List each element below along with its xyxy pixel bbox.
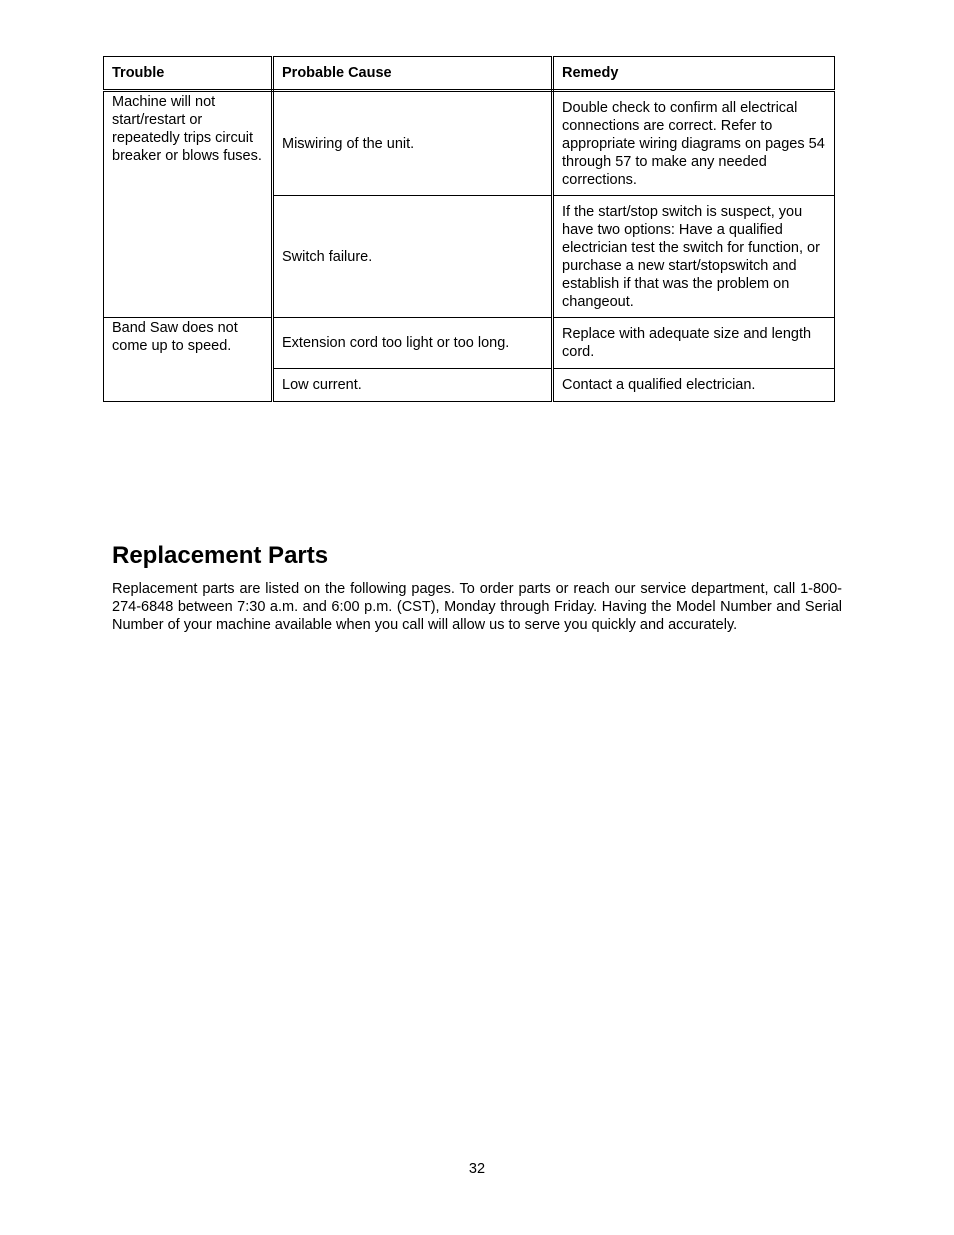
page-number: 32: [468, 1161, 486, 1177]
remedy-cell: If the start/stop switch is suspect, you have two options: Have a qualified electrician test the switch for function, or purchase a new start/stopswitch and establish if that was the problem on changeout.: [553, 196, 835, 318]
trouble-cell: Machine will not start/restart or repeatedly trips circuit breaker or blows fuses.: [104, 91, 273, 318]
header-trouble: Trouble: [104, 57, 273, 91]
header-probable-cause: Probable Cause: [273, 57, 553, 91]
header-remedy: Remedy: [553, 57, 835, 91]
remedy-cell: Replace with adequate size and length cord.: [553, 318, 835, 369]
section-body: Replacement parts are listed on the following pages. To order parts or reach our service department, call 1-800-274-6848 between 7:30 a.m. and 6:00 p.m. (CST), Monday through Friday. Having the Model Number and Serial Number of your machine available when you call will allow us to serve you quickly and accurately.: [112, 581, 842, 633]
cause-cell: Extension cord too light or too long.: [273, 318, 553, 369]
remedy-cell: Contact a qualified electrician.: [553, 369, 835, 402]
cause-cell: Miswiring of the unit.: [273, 91, 553, 196]
table-header-row: [104, 57, 835, 91]
table-row: [104, 318, 835, 369]
cause-cell: Switch failure.: [273, 196, 553, 318]
section-title: Replacement Parts: [112, 542, 329, 569]
table-row: [104, 91, 835, 196]
trouble-cell: Band Saw does not come up to speed.: [104, 318, 273, 402]
cause-cell: Low current.: [273, 369, 553, 402]
remedy-cell: Double check to confirm all electrical connections are correct. Refer to appropriate wiring diagrams on pages 54 through 57 to make any needed corrections.: [553, 91, 835, 196]
troubleshooting-table: [103, 56, 835, 402]
